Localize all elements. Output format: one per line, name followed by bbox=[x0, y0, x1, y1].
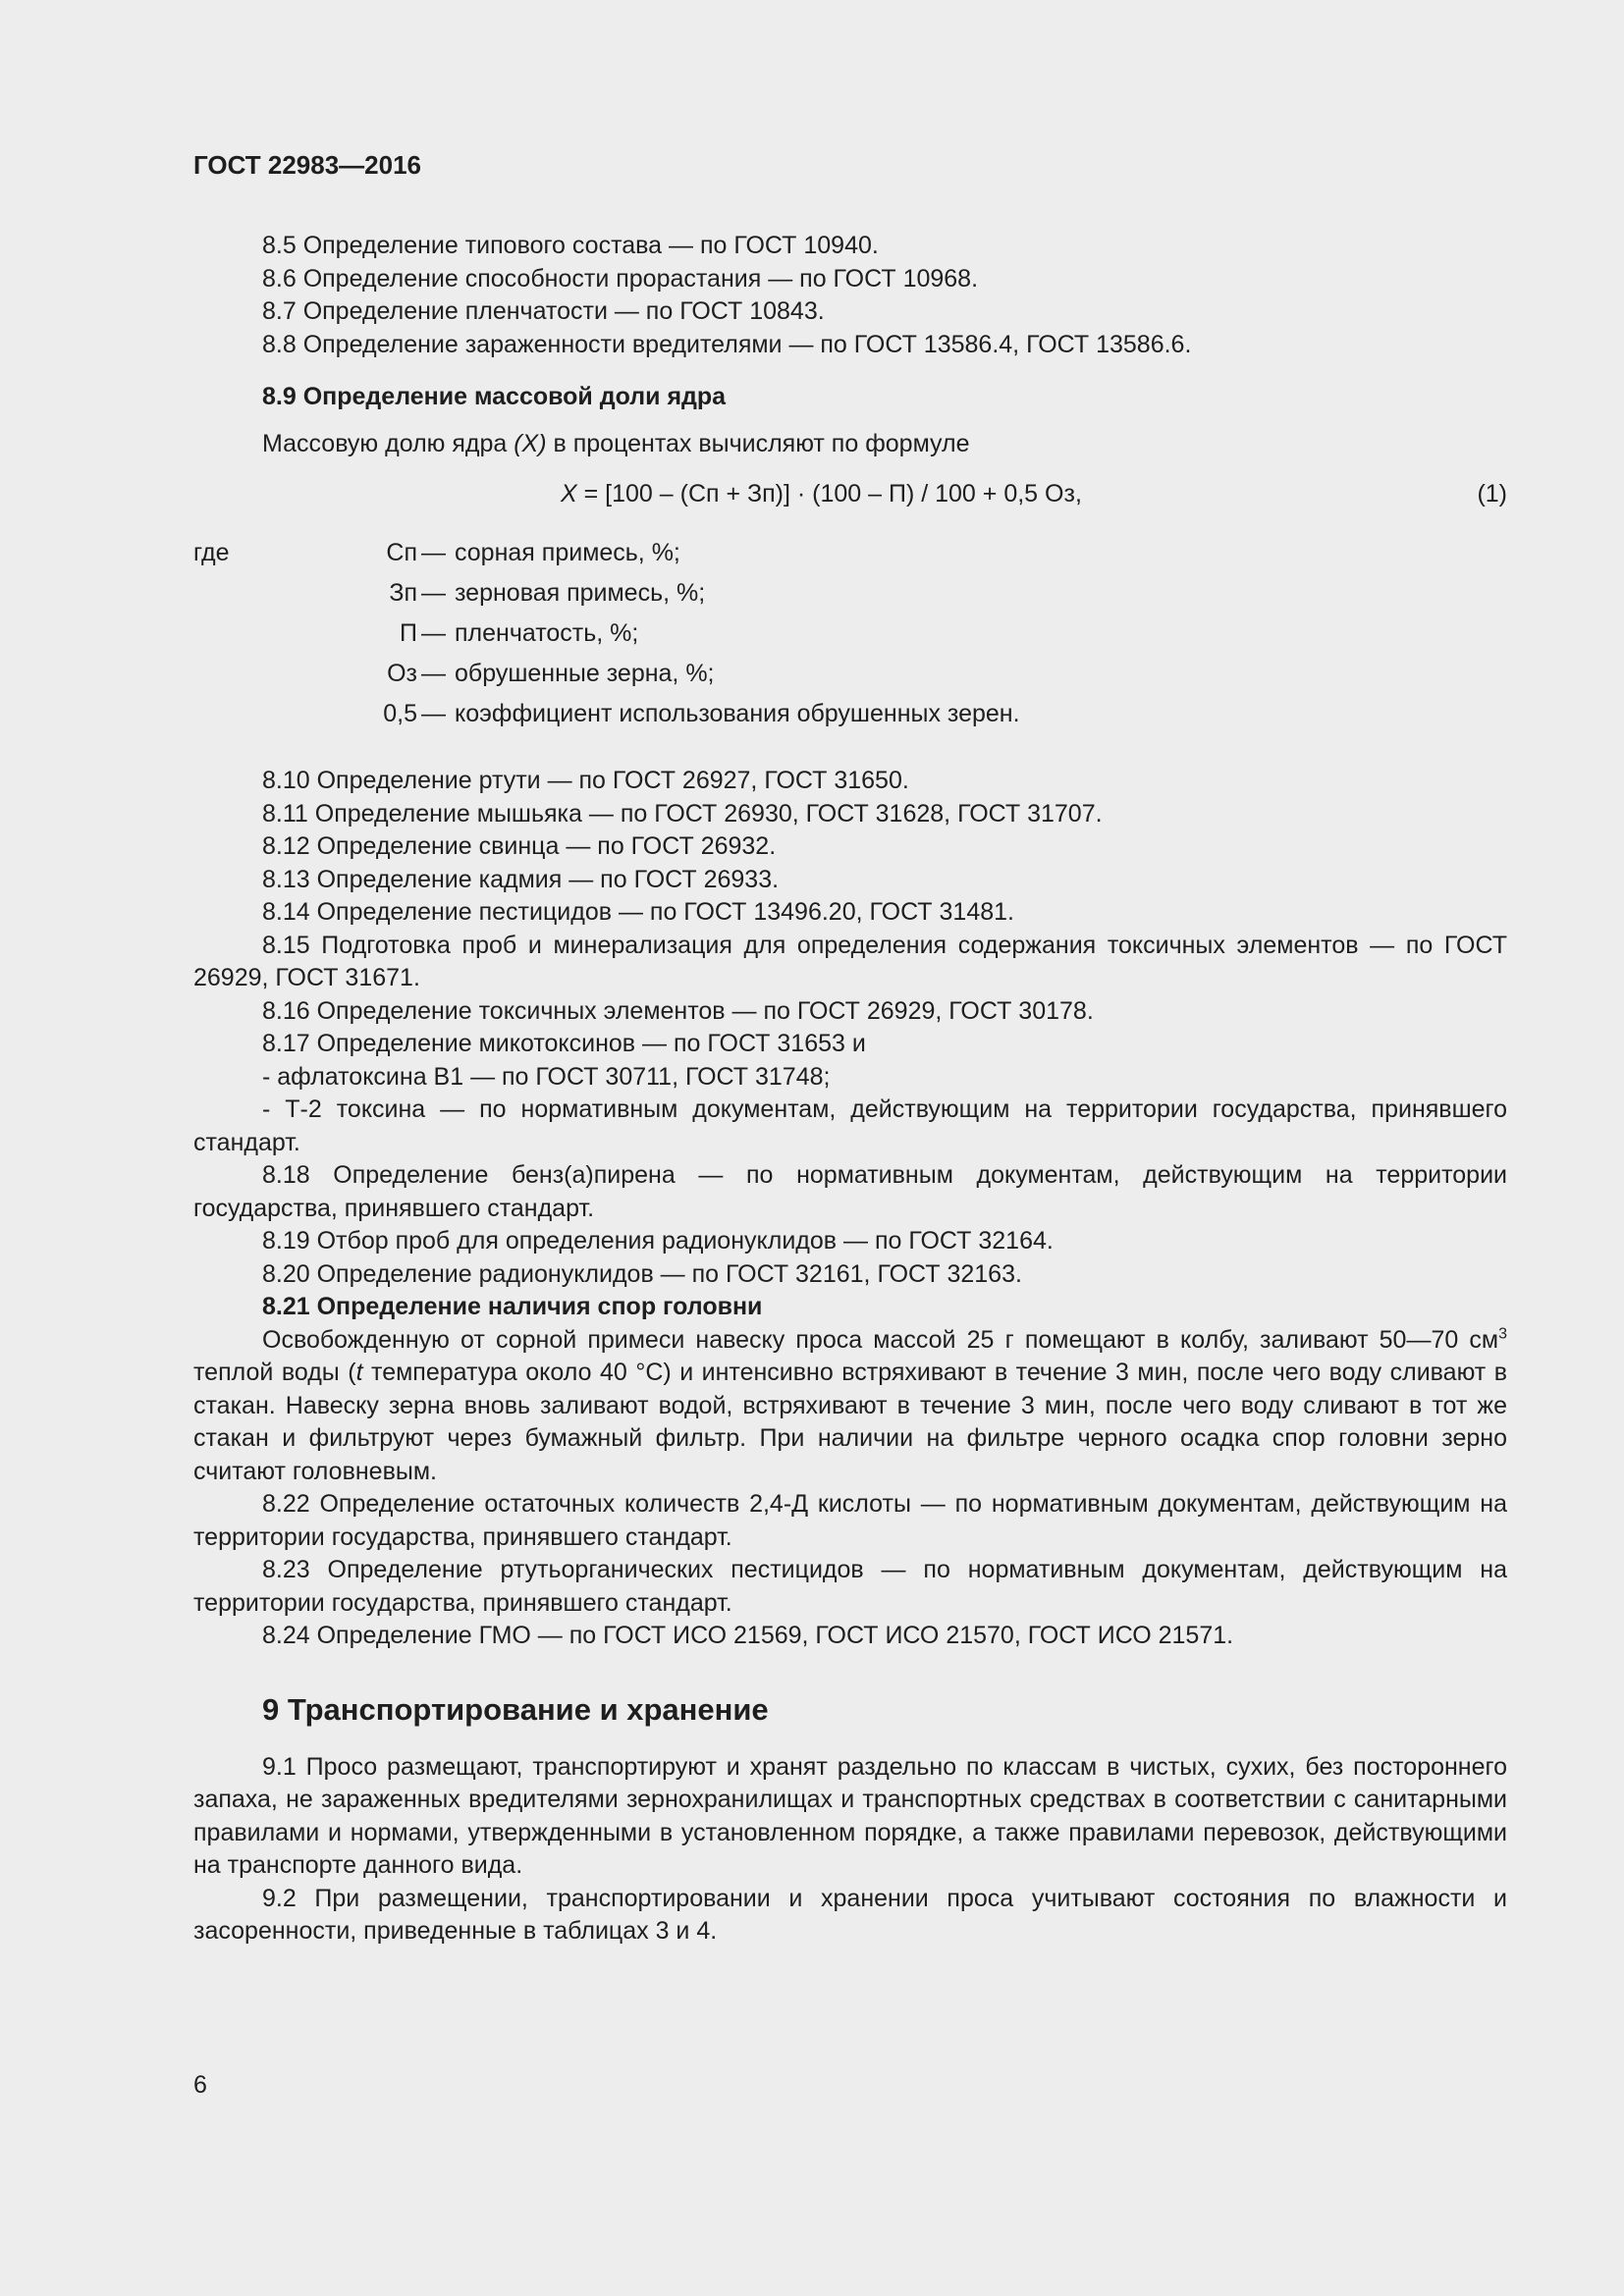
item-8-6: 8.6 Определение способности прорастания — по ГОСТ 10968. bbox=[262, 264, 979, 293]
section-9-title: 9 Транспортирование и хранение bbox=[262, 1691, 769, 1727]
document-id-header: ГОСТ 22983—2016 bbox=[193, 150, 421, 180]
items-8-5-to-8-8 bbox=[193, 230, 1507, 361]
paragraph-8-21: Освобожденную от сорной примеси навеску проса массой 25 г помещают в колбу, заливают 50—70 $см^3$ теплой воды (t температура около 40 °С) и интенсивно встряхивают в течение 3 мин, после чего воду сливают в стакан. Навеску зерна вновь заливают водой, встряхивают в течение 3 мин, после чего воду сливают в тот же стакан и фильтруют через бумажный фильтр. При наличии на фильтре черного осадка спор головни зерно считают головневым. bbox=[193, 1325, 1507, 1485]
where-row: Оз — обрушенные зерна, %; bbox=[387, 660, 715, 687]
item-8-11: 8.11 Определение мышьяка — по ГОСТ 26930, ГОСТ 31628, ГОСТ 31707. bbox=[262, 799, 1103, 828]
where-row: Зп — зерновая примесь, %; bbox=[389, 579, 706, 607]
where-row: 0,5 — коэффициент использования обрушенных зерен. bbox=[383, 700, 1020, 727]
item-8-8: 8.8 Определение зараженности вредителями — по ГОСТ 13586.4, ГОСТ 13586.6. bbox=[262, 330, 1192, 358]
heading-8-21: 8.21 Определение наличия спор головни bbox=[262, 1293, 763, 1320]
heading-8-9: 8.9 Определение массовой доли ядра bbox=[262, 383, 727, 410]
item-8-12: 8.12 Определение свинца — по ГОСТ 26932. bbox=[262, 832, 777, 860]
page-number: 6 bbox=[193, 2071, 207, 2099]
where-row: Сп — сорная примесь, %; bbox=[386, 539, 680, 566]
item-8-5: 8.5 Определение типового состава — по ГОСТ 10940. bbox=[262, 232, 879, 259]
paragraph-9-1: 9.1 Просо размещают, транспортируют и хранят раздельно по классам в чистых, сухих, без постороннего запаха, не зараженных вредителями зернохранилищах и транспортных средствах в соответствии с санитарными правилами и нормами, утвержденными в установленном порядке, а также правилами перевозок, действующими на транспорте данного вида. bbox=[193, 1752, 1507, 1879]
formula-row bbox=[193, 478, 1507, 517]
item-8-16: 8.16 Определение токсичных элементов — по ГОСТ 26929, ГОСТ 30178. bbox=[262, 996, 1094, 1025]
items-8-10-to-8-17 bbox=[193, 765, 1507, 1653]
var-x: (X) bbox=[514, 429, 547, 457]
item-8-20: 8.20 Определение радионуклидов — по ГОСТ 32161, ГОСТ 32163. bbox=[262, 1259, 1022, 1288]
item-8-13: 8.13 Определение кадмия — по ГОСТ 26933. bbox=[262, 865, 780, 893]
list-item-aflatoxin: - афлатоксина В1 — по ГОСТ 30711, ГОСТ 31748; bbox=[262, 1062, 831, 1091]
formula-intro: Массовую долю ядра (X) в процентах вычисляют по формуле bbox=[262, 429, 970, 457]
paragraph-9-2: 9.2 При размещении, транспортировании и хранении проса учитывают состояния по влажности и засоренности, приведенные в таблицах 3 и 4. bbox=[193, 1884, 1507, 1945]
item-8-10: 8.10 Определение ртути — по ГОСТ 26927, ГОСТ 31650. bbox=[262, 767, 909, 794]
item-8-19: 8.19 Отбор проб для определения радионуклидов — по ГОСТ 32164. bbox=[262, 1227, 1054, 1255]
page-content bbox=[193, 147, 1507, 1949]
formula-number: (1) bbox=[1477, 480, 1507, 507]
formula: X = [100 – (Сп + Зп)] · (100 – П) / 100 + 0,5 Оз, bbox=[561, 480, 1082, 507]
item-8-23: 8.23 Определение ртутьорганических пестицидов — по нормативным документам, действующим на территории государства, принявшего стандарт. bbox=[193, 1556, 1507, 1617]
item-8-22: 8.22 Определение остаточных количеств 2,4-Д кислоты — по нормативным документам, действующим на территории государства, принявшего стандарт. bbox=[193, 1490, 1507, 1551]
where-row: П — пленчатость, %; bbox=[400, 619, 639, 647]
item-8-7: 8.7 Определение пленчатости — по ГОСТ 10843. bbox=[262, 297, 825, 325]
item-8-15: 8.15 Подготовка проб и минерализация для определения содержания токсичных элементов — по ГОСТ 26929, ГОСТ 31671. bbox=[193, 931, 1507, 991]
where-word: где bbox=[193, 539, 230, 566]
item-8-18: 8.18 Определение бенз(а)пирена — по нормативным документам, действующим на территории государства, принявшего стандарт. bbox=[193, 1161, 1507, 1222]
item-8-14: 8.14 Определение пестицидов — по ГОСТ 13496.20, ГОСТ 31481. bbox=[262, 898, 1014, 926]
list-item-t2-toxin: - Т-2 токсина — по нормативным документам, действующим на территории государства, принявшего стандарт. bbox=[193, 1095, 1507, 1156]
item-8-17: 8.17 Определение микотоксинов — по ГОСТ 31653 и bbox=[262, 1030, 866, 1057]
item-8-24: 8.24 Определение ГМО — по ГОСТ ИСО 21569, ГОСТ ИСО 21570, ГОСТ ИСО 21571. bbox=[262, 1622, 1234, 1649]
where-legend bbox=[193, 537, 1507, 743]
